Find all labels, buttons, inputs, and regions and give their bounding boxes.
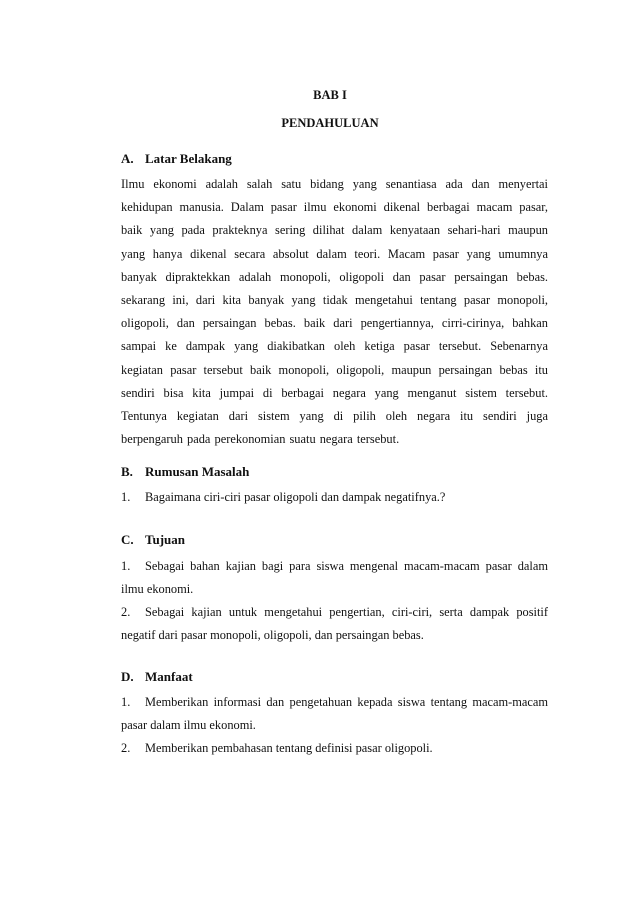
list-text: Bagaimana ciri-ciri pasar oligopoli dan dampak negatifnya.?	[145, 490, 446, 504]
paragraph-line: baik yang pada prakteknya sering dilihat dalam kenyataan sehari-hari maupun	[121, 223, 548, 238]
list-item	[121, 601, 548, 647]
list-line	[121, 555, 548, 578]
section-a-heading	[121, 151, 232, 167]
section-b-heading	[121, 464, 249, 480]
list-text: Sebagai kajian untuk mengetahui pengertian, ciri-ciri, serta dampak positif	[145, 605, 548, 619]
section-title: Latar Belakang	[145, 151, 232, 166]
section-title: Manfaat	[145, 669, 193, 684]
list-item	[121, 486, 548, 509]
section-title: Rumusan Masalah	[145, 464, 250, 479]
list-item	[121, 737, 548, 760]
list-line: pasar dalam ilmu ekonomi.	[121, 718, 256, 733]
list-number: 2.	[121, 741, 131, 755]
list-text: Memberikan informasi dan pengetahuan kepada siswa tentang macam-macam	[145, 695, 548, 709]
paragraph-line: sendiri bisa kita jumpai di berbagai negara yang menganut sistem tersebut.	[121, 385, 548, 400]
list-item	[121, 555, 548, 601]
chapter-title: PENDAHULUAN	[281, 116, 379, 130]
list-text: Sebagai bahan kajian bagi para siswa mengenal macam-macam pasar dalam	[145, 559, 548, 573]
paragraph-line: kehidupan manusia. Dalam pasar ilmu ekonomi dikenal berbagai macam pasar,	[121, 200, 548, 215]
paragraph-line: berpengaruh pada perekonomian suatu negara tersebut.	[121, 432, 400, 447]
list-line	[121, 691, 548, 714]
chapter-label: BAB I	[313, 88, 347, 102]
list-text: Memberikan pembahasan tentang definisi pasar oligopoli.	[145, 741, 433, 755]
section-title: Tujuan	[145, 532, 185, 547]
list-line: ilmu ekonomi.	[121, 582, 194, 597]
paragraph-line: kegiatan pasar tersebut baik monopoli, oligopoli, maupun persaingan bebas itu	[121, 362, 548, 377]
section-letter: A.	[121, 151, 134, 166]
section-d-heading	[121, 669, 193, 685]
section-a-paragraph	[121, 173, 548, 451]
paragraph-line: banyak dipraktekkan adalah monopoli, oligopoli dan pasar persaingan bebas.	[121, 269, 548, 284]
paragraph-line: sampai ke dampak yang diakibatkan oleh ketiga pasar tersebut. Sebenarnya	[121, 339, 548, 354]
list-number: 1.	[121, 695, 131, 709]
list-number: 1.	[121, 490, 131, 504]
paragraph-line: yang hanya dikenal secara absolut dalam teori. Macam pasar yang umumnya	[121, 246, 548, 261]
section-letter: D.	[121, 669, 134, 684]
section-letter: C.	[121, 532, 134, 547]
paragraph-line: oligopoli, dan persaingan bebas. baik dari pengertiannya, cirri-cirinya, bahkan	[121, 316, 548, 331]
list-number: 1.	[121, 559, 131, 573]
list-line	[121, 601, 548, 624]
paragraph-line: Tentunya kegiatan dari sistem yang di pilih oleh negara itu sendiri juga	[121, 409, 548, 424]
paragraph-line: Ilmu ekonomi adalah salah satu bidang yang senantiasa ada dan menyertai	[121, 177, 548, 191]
paragraph-line: sekarang ini, dari kita banyak yang tidak mengetahui tentang pasar monopoli,	[121, 293, 548, 308]
list-number: 2.	[121, 605, 131, 619]
section-c-heading	[121, 532, 185, 548]
list-item	[121, 691, 548, 737]
list-line: negatif dari pasar monopoli, oligopoli, dan persaingan bebas.	[121, 628, 424, 643]
section-letter: B.	[121, 464, 133, 479]
